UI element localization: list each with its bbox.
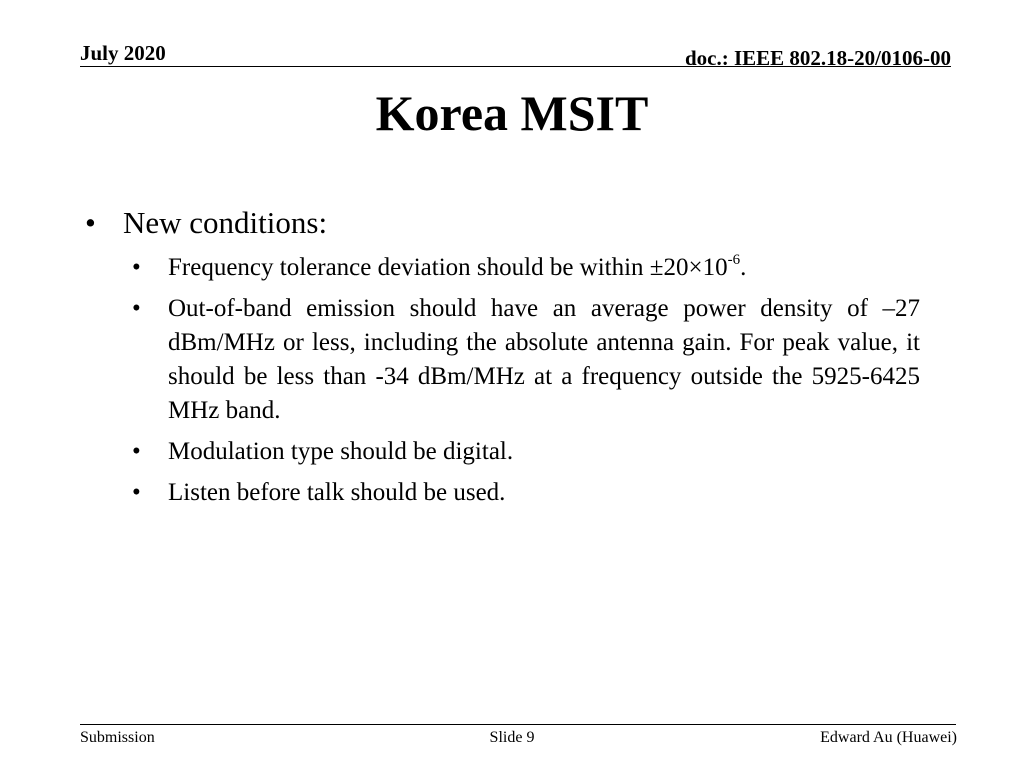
modulation-text: Modulation type should be digital. bbox=[168, 438, 514, 465]
bullet-text: New conditions: bbox=[123, 205, 328, 240]
frequency-exponent: -6 bbox=[727, 252, 741, 268]
header-divider bbox=[80, 66, 951, 67]
bullet-dot-icon: • bbox=[85, 205, 96, 240]
bullet-dot-icon: • bbox=[132, 479, 141, 506]
slide-title: Korea MSIT bbox=[375, 85, 649, 141]
sub-bullet-frequency-tolerance bbox=[125, 251, 920, 285]
lbt-text: Listen before talk should be used. bbox=[168, 479, 506, 506]
bullet-dot-icon: • bbox=[132, 295, 141, 322]
footer-divider bbox=[80, 724, 956, 725]
slide-content bbox=[80, 200, 920, 517]
bullet-new-conditions bbox=[80, 200, 920, 246]
frequency-text: Frequency tolerance deviation should be within ±20×10 bbox=[168, 254, 728, 281]
sub-bullet-list bbox=[80, 251, 920, 510]
document-id: doc.: IEEE 802.18-20/0106-00 bbox=[684, 46, 951, 70]
footer-author: Edward Au (Huawei) bbox=[820, 729, 957, 746]
bullet-dot-icon: • bbox=[132, 438, 141, 465]
footer-submission: Submission bbox=[80, 729, 155, 746]
footer-slide-number: Slide 9 bbox=[489, 729, 535, 746]
bullet-dot-icon: • bbox=[132, 254, 141, 281]
sub-bullet-lbt bbox=[125, 476, 920, 510]
sub-bullet-out-of-band bbox=[125, 292, 920, 428]
oob-text: Out-of-band emission should have an average power density of –27 dBm/MHz or less, including the absolute antenna gain. For peak value, it should be less than -34 dBm/MHz at a frequency outside the 5925-6425 MHz band. bbox=[168, 295, 920, 424]
header-date: July 2020 bbox=[80, 41, 166, 65]
sub-bullet-modulation bbox=[125, 435, 920, 469]
frequency-suffix: . bbox=[740, 254, 747, 281]
